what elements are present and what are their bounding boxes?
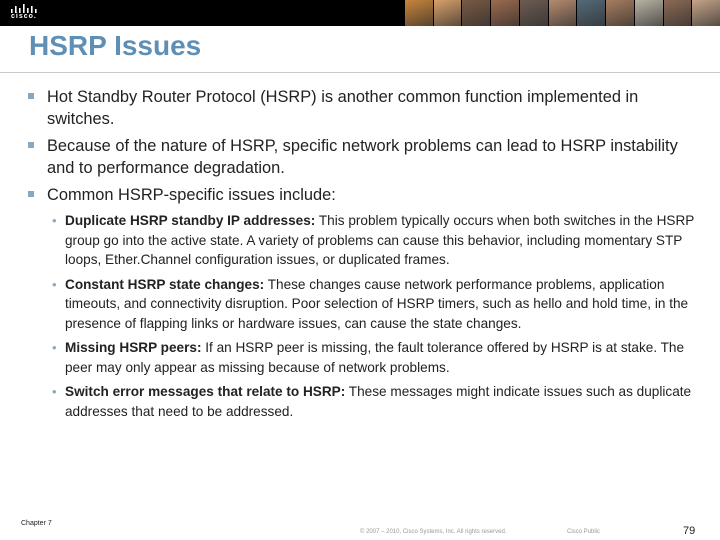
bullet-2 [28, 135, 698, 179]
sub-bullet-heading: Missing HSRP peers: [65, 340, 202, 355]
sub-bullet-2 [28, 275, 705, 334]
bullet-3 [28, 184, 698, 206]
dot-bullet-icon: • [52, 276, 57, 292]
header-photo-11 [692, 0, 720, 26]
footer-chapter: Chapter 7 [21, 520, 52, 527]
dot-bullet-icon: • [52, 384, 57, 399]
sub-bullet-heading: Switch error messages that relate to HSRP: [65, 384, 346, 399]
header-photo-9 [635, 0, 663, 26]
header-photo-10 [664, 0, 692, 26]
header-photo-6 [549, 0, 577, 26]
dot-bullet-icon: • [52, 340, 57, 355]
footer-classification: Cisco Public [567, 529, 601, 535]
footer-copyright: © 2007 – 2010, Cisco Systems, Inc. All rights reserved. [360, 529, 507, 535]
header-photo-2 [434, 0, 462, 26]
page-number: 79 [683, 525, 696, 537]
header-photo-8 [606, 0, 634, 26]
square-bullet-icon [28, 191, 34, 197]
logo-wordmark: cisco. [11, 13, 37, 20]
header-photo-5 [520, 0, 548, 26]
sub-bullet-text: These messages might indicate issues such as duplicate addresses that need to be addressed. [65, 384, 692, 419]
sub-bullet-text: If an HSRP peer is missing, the fault tolerance offered by HSRP is at stake. The peer may only appear as missing because of network problems. [65, 340, 685, 375]
sub-bullet-heading: Duplicate HSRP standby IP addresses: [65, 213, 316, 228]
header-photo-strip [404, 0, 720, 26]
bullet-1 [28, 86, 698, 130]
header-photo-7 [577, 0, 605, 26]
header-photo-1 [405, 0, 433, 26]
sub-bullet-3 [28, 338, 705, 377]
bullet-text: Common HSRP-specific issues include: [47, 186, 336, 204]
slide-title: HSRP Issues [29, 30, 202, 61]
slide-content [28, 86, 698, 426]
sub-bullet-text: This problem typically occurs when both switches in the HSRP group go into the active state. A variety of problems can cause this behavior, including momentary STP loops, Ether.Channel configuration issues, or duplicated frames. [65, 213, 695, 267]
header-photo-4 [491, 0, 519, 26]
header-photo-3 [462, 0, 490, 26]
sub-bullet-4 [28, 382, 705, 421]
dot-bullet-icon: • [52, 213, 57, 228]
square-bullet-icon [28, 93, 34, 99]
sub-bullet-1 [28, 211, 705, 270]
square-bullet-icon [28, 142, 34, 148]
bullet-text: Because of the nature of HSRP, specific network problems can lead to HSRP instability and to performance degradation. [47, 137, 678, 177]
sub-bullet-text: These changes cause network performance problems, application timeouts, and connectivity disruption. Poor selection of HSRP timers, such as hello and hold time, in the presence of flapping links or hardware issues, can cause the state changes. [65, 276, 689, 331]
sub-bullet-heading: Constant HSRP state changes: [65, 276, 265, 292]
title-divider [0, 72, 720, 73]
header-bar [0, 0, 720, 26]
bullet-text: Hot Standby Router Protocol (HSRP) is another common function implemented in switches. [47, 88, 639, 128]
